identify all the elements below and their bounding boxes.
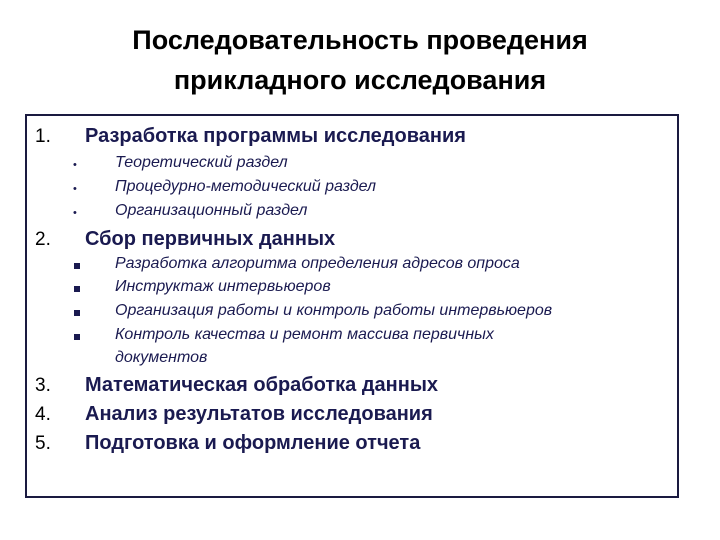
section-3-number: 3. (35, 375, 51, 396)
section-5-number: 5. (35, 433, 51, 454)
section-2-heading: Сбор первичных данных (85, 228, 336, 250)
title-line-1: Последовательность проведения (132, 25, 588, 55)
bullet-square-icon (74, 263, 80, 269)
section-2-number: 2. (35, 229, 51, 250)
section-1-item-2: Процедурно-методический раздел (115, 178, 377, 195)
section-4-number: 4. (35, 404, 51, 425)
bullet-dot-icon: • (73, 159, 77, 171)
bullet-square-icon (74, 310, 80, 316)
section-1-item-1: Теоретический раздел (115, 154, 288, 171)
section-5-heading: Подготовка и оформление отчета (85, 432, 421, 454)
section-1-heading: Разработка программы исследования (85, 125, 466, 147)
section-2-item-1: Разработка алгоритма определения адресов опроса (115, 255, 520, 272)
bullet-square-icon (74, 286, 80, 292)
slide-title (0, 20, 720, 100)
section-2-item-4: Контроль качества и ремонт массива первичных (115, 326, 494, 343)
section-1-item-3: Организационный раздел (115, 202, 308, 219)
bullet-dot-icon: • (73, 207, 77, 219)
content-box (25, 114, 679, 498)
bullet-square-icon (74, 334, 80, 340)
section-4-heading: Анализ результатов исследования (85, 403, 433, 425)
section-1-number: 1. (35, 126, 51, 147)
section-2-item-4-continued: документов (115, 349, 208, 366)
bullet-dot-icon: • (73, 183, 77, 195)
section-3-heading: Математическая обработка данных (85, 374, 439, 396)
section-2-item-2: Инструктаж интервьюеров (115, 278, 331, 295)
title-line-2: прикладного исследования (173, 65, 547, 95)
section-2-item-3: Организация работы и контроль работы интервьюеров (115, 302, 553, 319)
